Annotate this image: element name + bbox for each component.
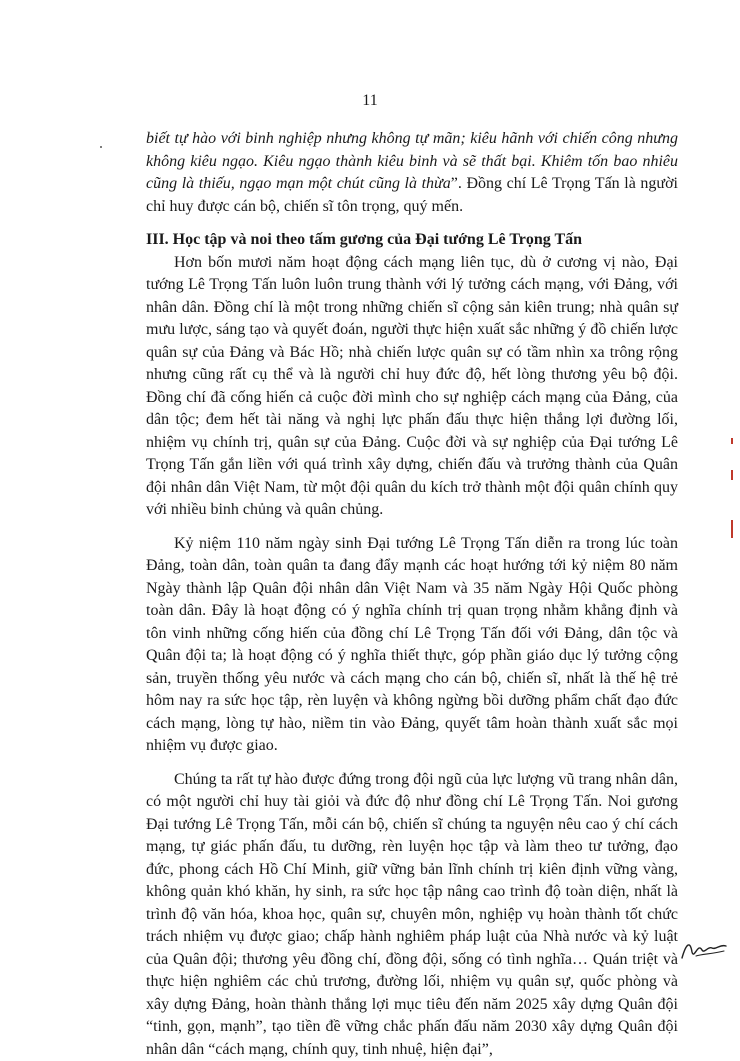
- document-body: [146, 128, 678, 1061]
- margin-mark-bottom: [731, 520, 733, 538]
- quote-continuation: ”. Đồng chí Lê Trọng Tấn là người chỉ huy được cán bộ, chiến sĩ tôn trọng, quý mến.: [146, 175, 678, 215]
- section-heading: III. Học tập và noi theo tấm gương của Đại tướng Lê Trọng Tấn: [146, 229, 678, 252]
- scan-dot: [100, 146, 102, 148]
- paragraph-quote-ending: [146, 128, 678, 218]
- quote-text: biết tự hào với binh nghiệp nhưng không tự mãn; kiêu hãnh với chiến công nhưng không kiêu ngạo. Kiêu ngạo thành kiêu binh và sẽ thất bại. Khiêm tốn bao nhiêu cũng là thiếu, ngạo mạn một chút cũng là thừa: [146, 130, 678, 192]
- margin-mark-top: [731, 438, 733, 444]
- paragraph-career: Hơn bốn mươi năm hoạt động cách mạng liên tục, dù ở cương vị nào, Đại tướng Lê Trọng Tấn luôn luôn trung thành với lý tưởng cách mạng, với Đảng, với nhân dân. Đồng chí là một trong những chiến sĩ cộng sản kiên trung; nhà quân sự mưu lược, sáng tạo và quyết đoán, người thực hiện xuất sắc những ý đồ chiến lược quân sự của Đảng và Bác Hồ; nhà chiến lược quân sự có tầm nhìn xa trông rộng nhưng cũng rất cụ thể và là người chỉ huy đức độ, hết lòng thương yêu bộ đội. Đồng chí đã cống hiến cả cuộc đời mình cho sự nghiệp cách mạng của Đảng, của dân tộc; đem hết tài năng và nghị lực phấn đấu thực hiện thắng lợi đường lối, nhiệm vụ chính trị, quân sự của Đảng. Cuộc đời và sự nghiệp của Đại tướng Lê Trọng Tấn gắn liền với quá trình xây dựng, chiến đấu và trưởng thành của Quân đội nhân dân Việt Nam, từ một đội quân du kích trở thành một đội quân chính quy với nhiều binh chủng và quân chủng.: [146, 252, 678, 522]
- paragraph-pledge: Chúng ta rất tự hào được đứng trong đội ngũ của lực lượng vũ trang nhân dân, có một người chỉ huy tài giỏi và đức độ như đồng chí Lê Trọng Tấn. Noi gương Đại tướng Lê Trọng Tấn, mỗi cán bộ, chiến sĩ chúng ta nguyện nêu cao ý chí cách mạng, tự giác phấn đấu, tu dưỡng, rèn luyện học tập và làm theo tư tưởng, đạo đức, phong cách Hồ Chí Minh, giữ vững bản lĩnh chính trị kiên định vững vàng, không quản khó khăn, hy sinh, ra sức học tập nâng cao trình độ toàn diện, nhất là trình độ văn hóa, khoa học, quân sự, chuyên môn, nghiệp vụ hoàn thành tốt chức trách nhiệm vụ được giao; chấp hành nghiêm pháp luật của Nhà nước và kỷ luật của Quân đội; thương yêu đồng chí, đồng đội, sống có tình nghĩa… Quán triệt và thực hiện nghiêm các chủ trương, đường lối, nhiệm vụ quân sự, quốc phòng và xây dựng Đảng, hoàn thành thắng lợi mục tiêu đến năm 2025 xây dựng Quân đội “tinh, gọn, mạnh”, tạo tiền đề vững chắc phấn đấu năm 2030 xây dựng Quân đội nhân dân “cách mạng, chính quy, tinh nhuệ, hiện đại”,: [146, 769, 678, 1061]
- margin-mark-middle: [731, 470, 733, 480]
- initials-signature-icon: [678, 934, 732, 964]
- paragraph-anniversary: Kỷ niệm 110 năm ngày sinh Đại tướng Lê Trọng Tấn diễn ra trong lúc toàn Đảng, toàn dân, toàn quân ta đang đẩy mạnh các hoạt hướng tới kỷ niệm 80 năm Ngày thành lập Quân đội nhân dân Việt Nam và 35 năm Ngày Hội Quốc phòng toàn dân. Đây là hoạt động có ý nghĩa chính trị quan trọng nhằm khẳng định và tôn vinh những cống hiến của đồng chí Lê Trọng Tấn đối với Đảng, dân tộc và Quân đội ta; là hoạt động có ý nghĩa thiết thực, góp phần giáo dục lý tưởng cộng sản, truyền thống yêu nước và cách mạng cho cán bộ, chiến sĩ, nhất là thế hệ trẻ hôm nay ra sức học tập, rèn luyện và không ngừng bồi dưỡng phẩm chất đạo đức cách mạng, lòng tự hào, niềm tin vào Đảng, quyết tâm hoàn thành xuất sắc mọi nhiệm vụ được giao.: [146, 533, 678, 758]
- page-number: 11: [0, 92, 740, 110]
